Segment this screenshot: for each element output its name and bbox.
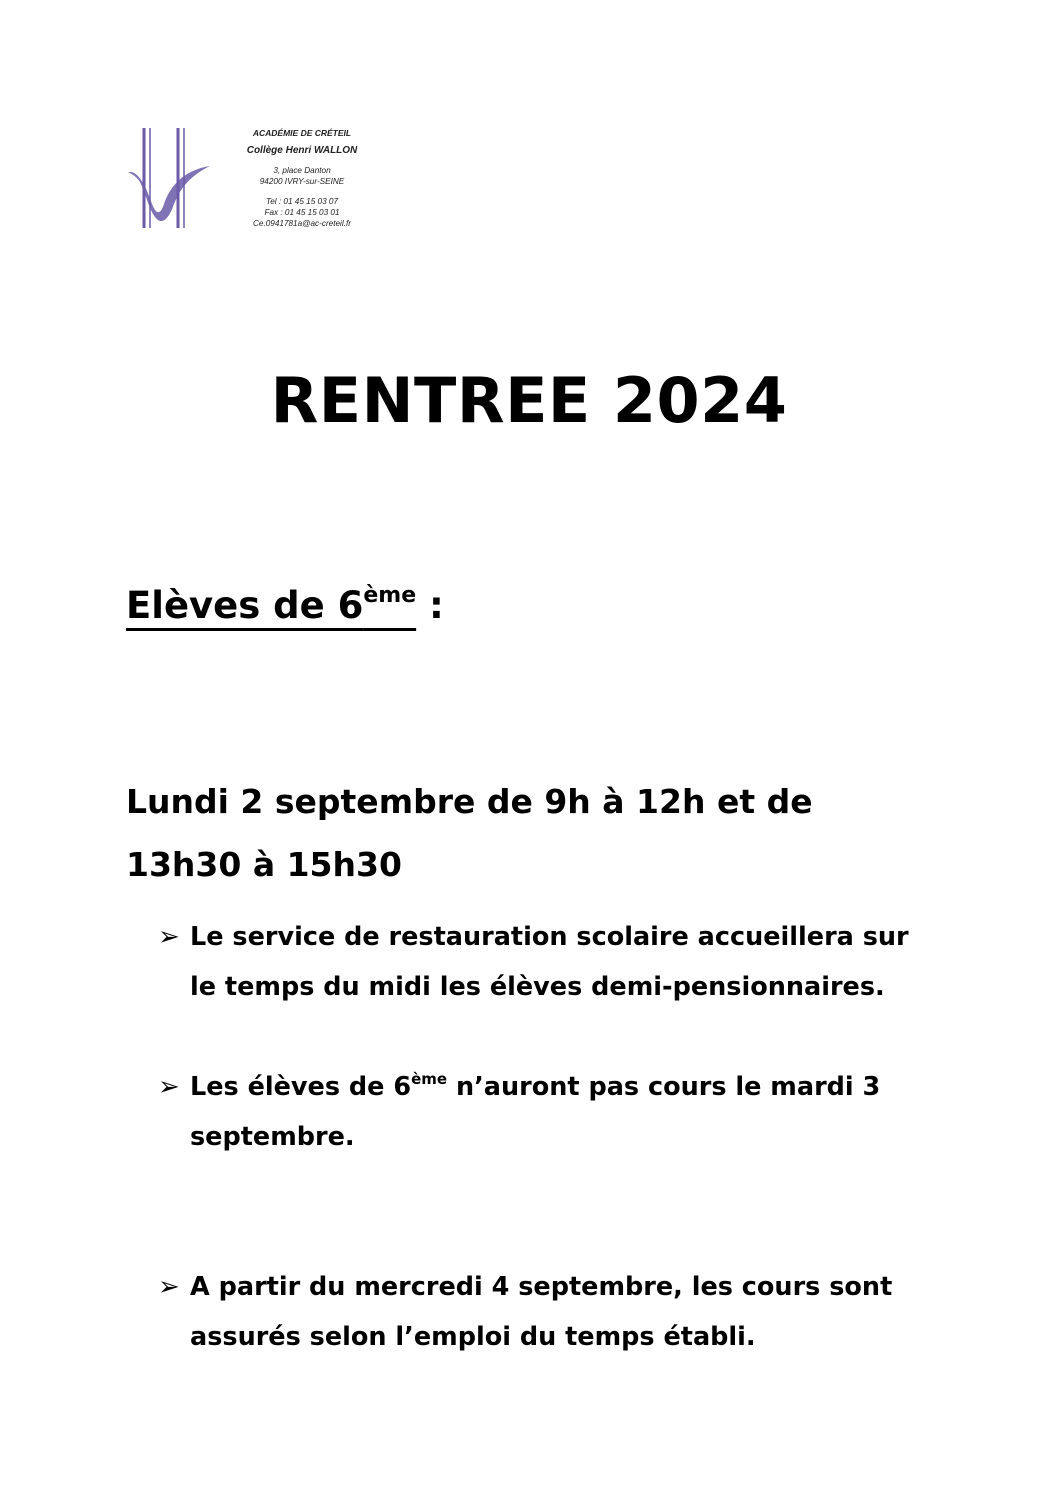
section-heading [126, 584, 444, 627]
list-item-line [190, 1062, 880, 1112]
academie-name: ACADÉMIE DE CRÉTEIL [252, 128, 352, 138]
address-line-2: 94200 IVRY-sur-SEINE [259, 177, 345, 186]
arrow-bullet-icon: ➢ [158, 1272, 180, 1302]
college-name: Collège Henri WALLON [246, 145, 358, 156]
list-item [158, 1262, 892, 1362]
schedule-line-1: Lundi 2 septembre de 9h à 12h et de [126, 782, 813, 821]
address-line-1: 3, place Danton [273, 166, 331, 175]
section-heading-sup: ème [363, 583, 417, 608]
phone-number: Tel : 01 45 15 03 07 [265, 197, 339, 206]
section-heading-text: Elèves de 6 [126, 584, 364, 627]
list-item [158, 912, 909, 1012]
fax-number: Fax : 01 45 15 03 01 [264, 208, 340, 217]
list-item-line: le temps du midi les élèves demi-pensionnaires. [190, 972, 885, 1002]
email-address: Ce.0941781a@ac-creteil.fr [253, 219, 351, 228]
list-item [158, 1062, 880, 1162]
list-item-line: septembre. [190, 1122, 355, 1152]
college-logo-icon [124, 124, 216, 232]
schedule-line-2: 13h30 à 15h30 [126, 845, 402, 884]
arrow-bullet-icon: ➢ [158, 922, 180, 952]
list-item-sup: ème [411, 1070, 448, 1088]
arrow-bullet-icon: ➢ [158, 1072, 180, 1102]
list-item-line: A partir du mercredi 4 septembre, les cours sont [190, 1272, 893, 1302]
list-item-line: assurés selon l’emploi du temps établi. [190, 1322, 756, 1352]
list-item-text: Les élèves de 6 [190, 1072, 412, 1102]
list-item-text: n’auront pas cours le mardi 3 [447, 1072, 881, 1102]
school-info [222, 128, 382, 229]
page-title: RENTREE 2024 [270, 364, 788, 437]
list-item-line: Le service de restauration scolaire accueillera sur [190, 922, 909, 952]
schedule-text [126, 770, 946, 896]
section-heading-colon: : [416, 584, 444, 627]
